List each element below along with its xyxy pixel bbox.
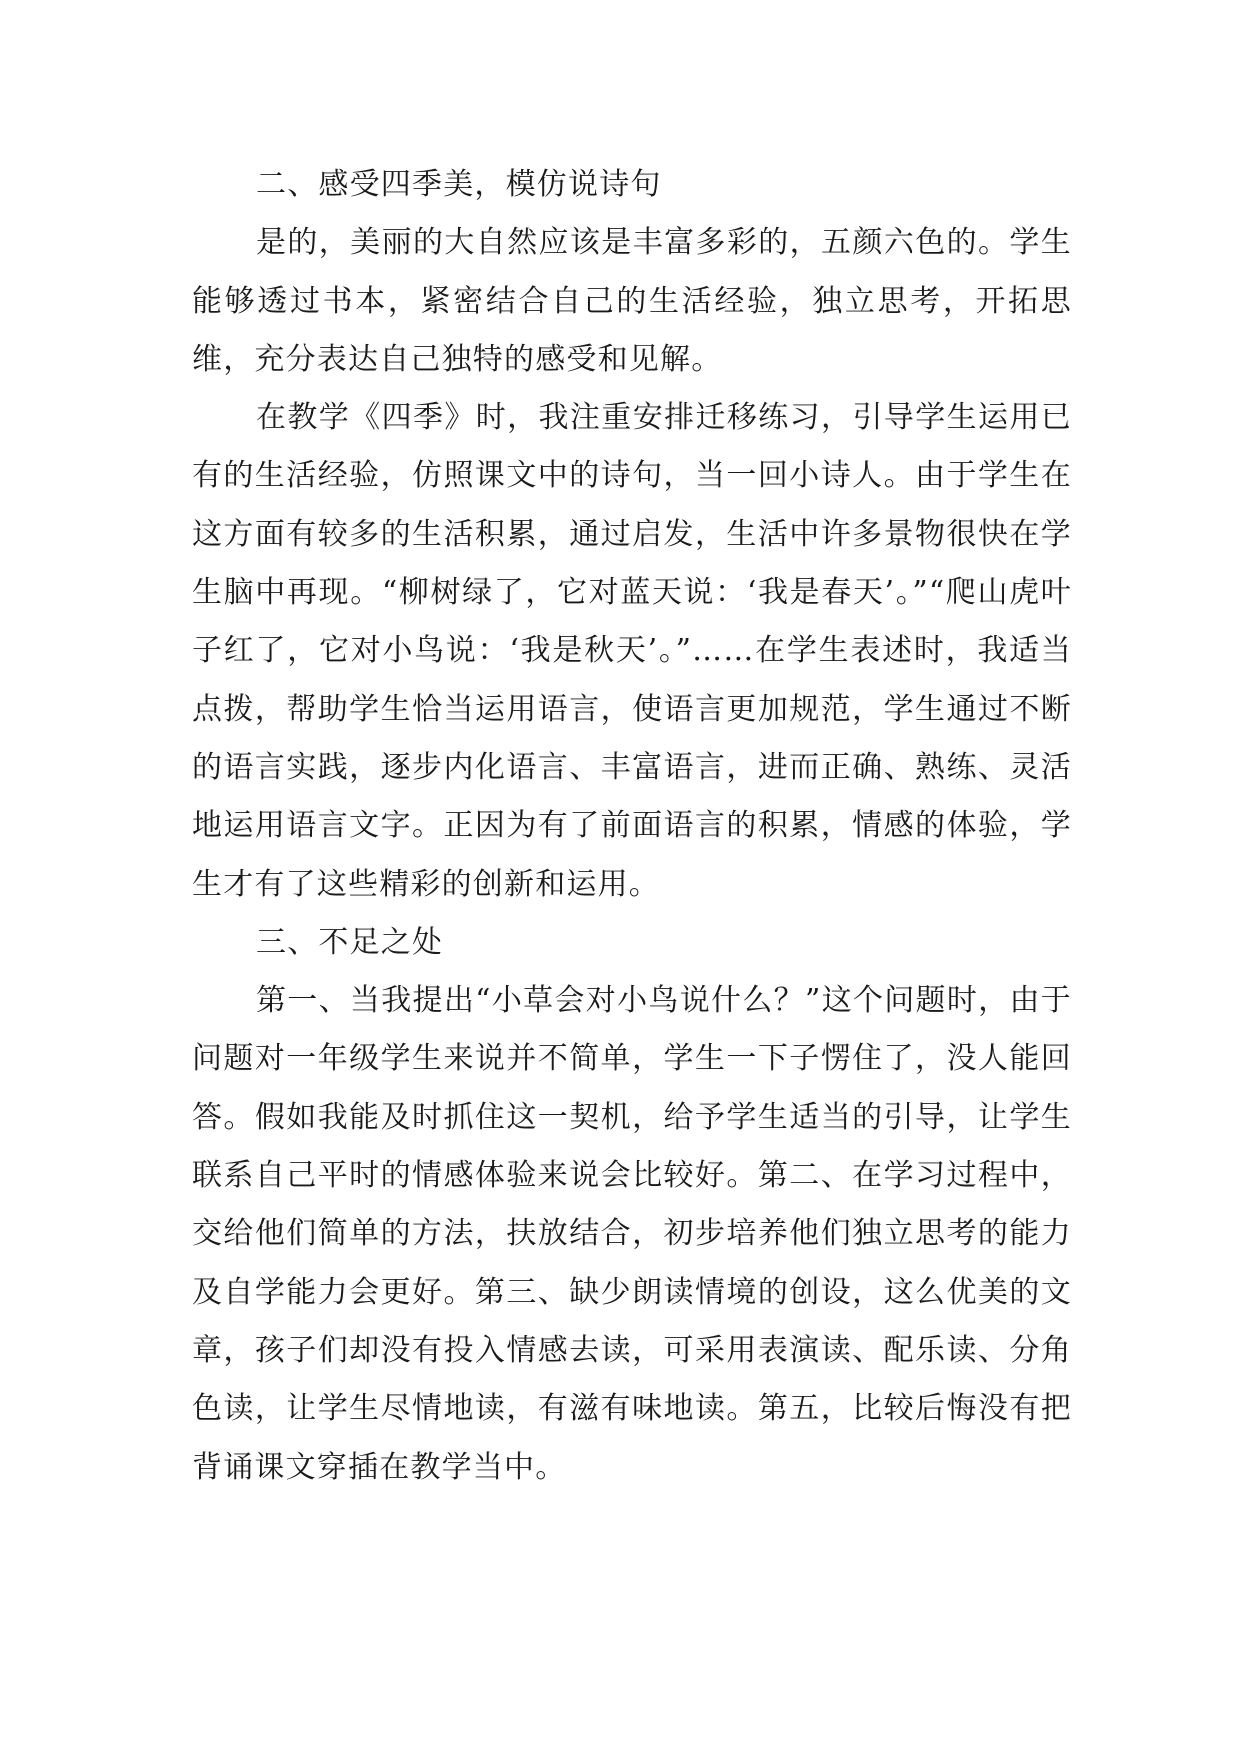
paragraph-nature: 是的，美丽的大自然应该是丰富多彩的，五颜六色的。学生能够透过书本，紧密结合自己的生活经验，独立思考，开拓思维，充分表达自己独特的感受和见解。 [192,225,1072,377]
document-body [192,156,1072,1497]
section-heading-three: 三、不足之处 [256,924,444,960]
paragraph-shortcomings: 第一、当我提出“小草会对小鸟说什么？”这个问题时，由于问题对一年级学生来说并不简单，学生一下子愣住了，没人能回答。假如我能及时抓住这一契机，给予学生适当的引导，让学生联系自己平时的情感体验来说会比较好。第二、在学习过程中，交给他们简单的方法，扶放结合，初步培养他们独立思考的能力及自学能力会更好。第三、缺少朗读情境的创设，这么优美的文章，孩子们却没有投入情感去读，可采用表演读、配乐读、分角色读，让学生尽情地读，有滋有味地读。第五，比较后悔没有把背诵课文穿插在教学当中。 [192,983,1072,1485]
section-heading-two: 二、感受四季美，模仿说诗句 [256,167,662,202]
paragraph-teaching-four-seasons: 在教学《四季》时，我注重安排迁移练习，引导学生运用已有的生活经验，仿照课文中的诗句，当一回小诗人。由于学生在这方面有较多的生活积累，通过启发，生活中许多景物很快在学生脑中再现。“柳树绿了，它对蓝天说：‘我是春天’。”“爬山虎叶子红了，它对小鸟说：‘我是秋天’。”……在学生表述时，我适当点拨，帮助学生恰当运用语言，使语言更加规范，学生通过不断的语言实践，逐步内化语言、丰富语言，进而正确、熟练、灵活地运用语言文字。正因为有了前面语言的积累，情感的体验，学生才有了这些精彩的创新和运用。 [192,400,1072,902]
